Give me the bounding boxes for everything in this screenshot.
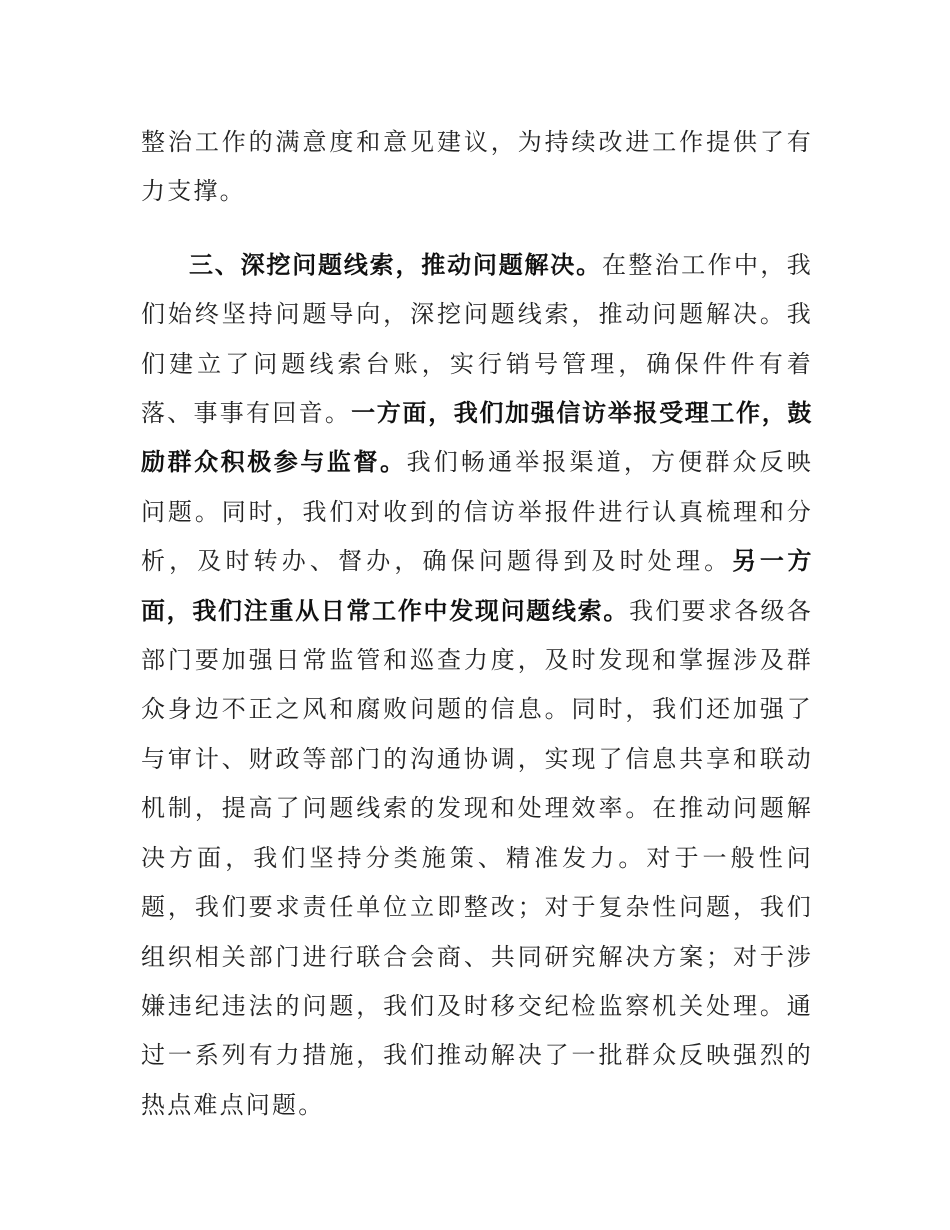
point-two-body: 我们要求各级各部门要加强日常监管和巡查力度，及时发现和掌握涉及群众身边不正之风和腐败问题的信息。同时，我们还加强了与审计、财政等部门的沟通协调，实现了信息共享和联动机制，提高了问题线索的发现和处理效率。在推动问题解决方面，我们坚持分类施策、精准发力。对于一般性问题，我们要求责任单位立即整改；对于复杂性问题，我们组织相关部门进行联合会商、共同研究解决方案；对于涉嫌违纪违法的问题，我们及时移交纪检监察机关处理。通过一系列有力措施，我们推动解决了一批群众反映强烈的热点难点问题。: [141, 596, 813, 1119]
section-intro: 在整治工作中，我们始终坚持问题导向，深挖问题线索，推动问题解决。我们建立了问题线索台账，实行销号管理，确保件件有着落、事事有回音。: [141, 250, 813, 428]
paragraph-section-three: [141, 241, 813, 1130]
document-body: [141, 118, 813, 1130]
point-one-heading: 一方面，我们加强信访举报受理工作，鼓励群众积极参与监督。: [141, 399, 813, 477]
point-one-body: 我们畅通举报渠道，方便群众反映问题。同时，我们对收到的信访举报件进行认真梳理和分析，及时转办、督办，确保问题得到及时处理。: [141, 448, 814, 576]
section-heading: 三、深挖问题线索，推动问题解决。: [189, 250, 602, 279]
paragraph-continuation: [141, 118, 813, 217]
point-two-heading: 另一方面，我们注重从日常工作中发现问题线索。: [141, 547, 813, 625]
paragraph-text: 整治工作的满意度和意见建议，为持续改进工作提供了有力支撑。: [141, 128, 813, 206]
